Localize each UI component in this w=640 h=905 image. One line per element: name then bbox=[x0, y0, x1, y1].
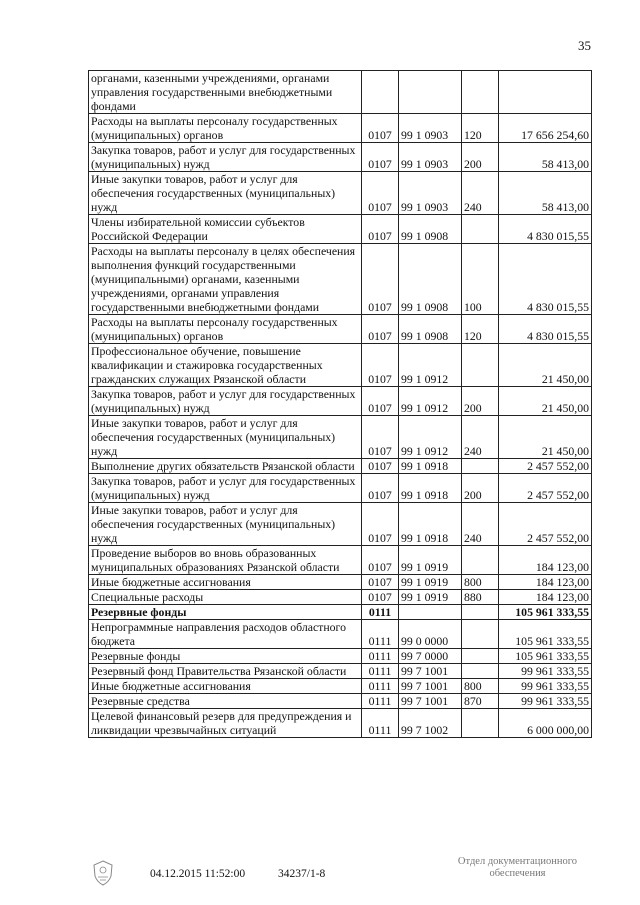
row-name: Закупка товаров, работ и услуг для государственных (муниципальных) нужд bbox=[89, 143, 362, 172]
row-section: 0107 bbox=[362, 315, 399, 344]
table-row bbox=[89, 387, 592, 416]
row-code: 99 7 1001 bbox=[399, 694, 462, 709]
row-name: Иные закупки товаров, работ и услуг для обеспечения государственных (муниципальных) нужд bbox=[89, 172, 362, 215]
table-row bbox=[89, 143, 592, 172]
row-section: 0107 bbox=[362, 143, 399, 172]
row-name: Резервные фонды bbox=[89, 649, 362, 664]
row-name: Расходы на выплаты персоналу в целях обеспечения выполнения функций государственными (муниципальными) органами, казенными учреждениями, органами управления государственными внебюджетными фондами bbox=[89, 244, 362, 315]
row-name: Резервные средства bbox=[89, 694, 362, 709]
row-amount: 2 457 552,00 bbox=[499, 503, 592, 546]
row-expense bbox=[462, 709, 499, 738]
row-expense: 200 bbox=[462, 143, 499, 172]
row-expense bbox=[462, 664, 499, 679]
row-section: 0111 bbox=[362, 620, 399, 649]
budget-table bbox=[88, 70, 592, 738]
row-expense bbox=[462, 620, 499, 649]
row-section: 0107 bbox=[362, 244, 399, 315]
row-name: Резервные фонды bbox=[89, 605, 362, 620]
row-code: 99 1 0918 bbox=[399, 474, 462, 503]
row-amount: 184 123,00 bbox=[499, 590, 592, 605]
row-amount: 21 450,00 bbox=[499, 387, 592, 416]
row-section: 0111 bbox=[362, 605, 399, 620]
row-name: Иные закупки товаров, работ и услуг для обеспечения государственных (муниципальных) нужд bbox=[89, 416, 362, 459]
row-amount: 2 457 552,00 bbox=[499, 459, 592, 474]
row-section: 0111 bbox=[362, 709, 399, 738]
row-name: Иные бюджетные ассигнования bbox=[89, 679, 362, 694]
row-expense: 100 bbox=[462, 244, 499, 315]
row-code: 99 0 0000 bbox=[399, 620, 462, 649]
row-code bbox=[399, 71, 462, 114]
row-name: Иные закупки товаров, работ и услуг для обеспечения государственных (муниципальных) нужд bbox=[89, 503, 362, 546]
row-section: 0107 bbox=[362, 114, 399, 143]
row-section: 0111 bbox=[362, 664, 399, 679]
row-expense bbox=[462, 649, 499, 664]
row-section: 0111 bbox=[362, 679, 399, 694]
row-amount: 4 830 015,55 bbox=[499, 215, 592, 244]
table-row bbox=[89, 694, 592, 709]
row-amount: 105 961 333,55 bbox=[499, 605, 592, 620]
row-code: 99 1 0903 bbox=[399, 172, 462, 215]
row-expense: 120 bbox=[462, 114, 499, 143]
row-section: 0107 bbox=[362, 546, 399, 575]
table-row bbox=[89, 315, 592, 344]
row-section: 0107 bbox=[362, 503, 399, 546]
row-section: 0111 bbox=[362, 649, 399, 664]
row-section: 0107 bbox=[362, 459, 399, 474]
row-name: Расходы на выплаты персоналу государственных (муниципальных) органов bbox=[89, 315, 362, 344]
row-amount: 21 450,00 bbox=[499, 416, 592, 459]
row-name: Непрограммные направления расходов областного бюджета bbox=[89, 620, 362, 649]
row-section: 0107 bbox=[362, 575, 399, 590]
row-code: 99 1 0903 bbox=[399, 114, 462, 143]
row-section: 0107 bbox=[362, 387, 399, 416]
row-code: 99 1 0918 bbox=[399, 503, 462, 546]
table-row bbox=[89, 71, 592, 114]
table-row bbox=[89, 575, 592, 590]
row-name: Расходы на выплаты персоналу государственных (муниципальных) органов bbox=[89, 114, 362, 143]
table-row bbox=[89, 605, 592, 620]
row-amount: 21 450,00 bbox=[499, 344, 592, 387]
table-row bbox=[89, 590, 592, 605]
row-expense bbox=[462, 546, 499, 575]
table-row bbox=[89, 244, 592, 315]
table-row bbox=[89, 620, 592, 649]
row-name: органами, казенными учреждениями, органами управления государственными внебюджетными фондами bbox=[89, 71, 362, 114]
row-section: 0107 bbox=[362, 416, 399, 459]
row-amount: 6 000 000,00 bbox=[499, 709, 592, 738]
row-name: Иные бюджетные ассигнования bbox=[89, 575, 362, 590]
row-amount bbox=[499, 71, 592, 114]
row-expense bbox=[462, 459, 499, 474]
row-name: Профессиональное обучение, повышение квалификации и стажировка государственных гражданских служащих Рязанской области bbox=[89, 344, 362, 387]
row-code: 99 1 0919 bbox=[399, 590, 462, 605]
row-amount: 4 830 015,55 bbox=[499, 244, 592, 315]
row-expense: 240 bbox=[462, 503, 499, 546]
table-row bbox=[89, 503, 592, 546]
row-name: Закупка товаров, работ и услуг для государственных (муниципальных) нужд bbox=[89, 387, 362, 416]
row-code: 99 1 0912 bbox=[399, 344, 462, 387]
row-section: 0107 bbox=[362, 215, 399, 244]
row-section: 0107 bbox=[362, 172, 399, 215]
row-amount: 58 413,00 bbox=[499, 143, 592, 172]
row-amount: 99 961 333,55 bbox=[499, 694, 592, 709]
row-section: 0107 bbox=[362, 590, 399, 605]
coat-of-arms-icon bbox=[92, 860, 114, 886]
row-amount: 99 961 333,55 bbox=[499, 679, 592, 694]
row-code: 99 1 0908 bbox=[399, 315, 462, 344]
table-row bbox=[89, 114, 592, 143]
table-row bbox=[89, 416, 592, 459]
row-expense bbox=[462, 215, 499, 244]
row-name: Целевой финансовый резерв для предупреждения и ликвидации чрезвычайных ситуаций bbox=[89, 709, 362, 738]
row-amount: 105 961 333,55 bbox=[499, 620, 592, 649]
row-amount: 99 961 333,55 bbox=[499, 664, 592, 679]
row-code bbox=[399, 605, 462, 620]
table-row bbox=[89, 172, 592, 215]
row-code: 99 1 0919 bbox=[399, 575, 462, 590]
row-section: 0107 bbox=[362, 474, 399, 503]
row-expense: 880 bbox=[462, 590, 499, 605]
table-row bbox=[89, 459, 592, 474]
row-amount: 2 457 552,00 bbox=[499, 474, 592, 503]
row-amount: 184 123,00 bbox=[499, 575, 592, 590]
row-expense: 240 bbox=[462, 416, 499, 459]
row-name: Специальные расходы bbox=[89, 590, 362, 605]
footer-doc-number: 34237/1-8 bbox=[278, 868, 326, 880]
page-number: 35 bbox=[578, 38, 591, 53]
row-expense: 240 bbox=[462, 172, 499, 215]
row-amount: 58 413,00 bbox=[499, 172, 592, 215]
row-section bbox=[362, 71, 399, 114]
department-stamp bbox=[445, 856, 590, 880]
row-code: 99 7 1001 bbox=[399, 679, 462, 694]
table-row bbox=[89, 679, 592, 694]
row-code: 99 1 0919 bbox=[399, 546, 462, 575]
table-row bbox=[89, 546, 592, 575]
row-code: 99 7 1001 bbox=[399, 664, 462, 679]
table-row bbox=[89, 215, 592, 244]
table-row bbox=[89, 709, 592, 738]
footer-datetime: 04.12.2015 11:52:00 bbox=[150, 868, 246, 880]
row-name: Выполнение других обязательств Рязанской области bbox=[89, 459, 362, 474]
row-name: Резервный фонд Правительства Рязанской области bbox=[89, 664, 362, 679]
row-expense bbox=[462, 605, 499, 620]
row-expense bbox=[462, 71, 499, 114]
row-expense: 120 bbox=[462, 315, 499, 344]
row-name: Закупка товаров, работ и услуг для государственных (муниципальных) нужд bbox=[89, 474, 362, 503]
row-code: 99 1 0912 bbox=[399, 387, 462, 416]
row-name: Проведение выборов во вновь образованных муниципальных образованиях Рязанской области bbox=[89, 546, 362, 575]
row-code: 99 1 0912 bbox=[399, 416, 462, 459]
row-code: 99 7 0000 bbox=[399, 649, 462, 664]
stamp-line-1: Отдел документационного bbox=[457, 856, 578, 867]
table-row bbox=[89, 649, 592, 664]
row-code: 99 1 0908 bbox=[399, 215, 462, 244]
row-code: 99 1 0918 bbox=[399, 459, 462, 474]
row-section: 0107 bbox=[362, 344, 399, 387]
table-row bbox=[89, 344, 592, 387]
row-section: 0111 bbox=[362, 694, 399, 709]
row-amount: 105 961 333,55 bbox=[499, 649, 592, 664]
row-amount: 17 656 254,60 bbox=[499, 114, 592, 143]
row-code: 99 1 0903 bbox=[399, 143, 462, 172]
row-amount: 4 830 015,55 bbox=[499, 315, 592, 344]
stamp-line-2: обеспечения bbox=[489, 868, 546, 879]
row-name: Члены избирательной комиссии субъектов Российской Федерации bbox=[89, 215, 362, 244]
row-expense: 870 bbox=[462, 694, 499, 709]
table-row bbox=[89, 664, 592, 679]
row-expense bbox=[462, 344, 499, 387]
table-row bbox=[89, 474, 592, 503]
row-expense: 200 bbox=[462, 474, 499, 503]
row-expense: 800 bbox=[462, 575, 499, 590]
row-amount: 184 123,00 bbox=[499, 546, 592, 575]
row-expense: 200 bbox=[462, 387, 499, 416]
row-expense: 800 bbox=[462, 679, 499, 694]
row-code: 99 1 0908 bbox=[399, 244, 462, 315]
row-code: 99 7 1002 bbox=[399, 709, 462, 738]
